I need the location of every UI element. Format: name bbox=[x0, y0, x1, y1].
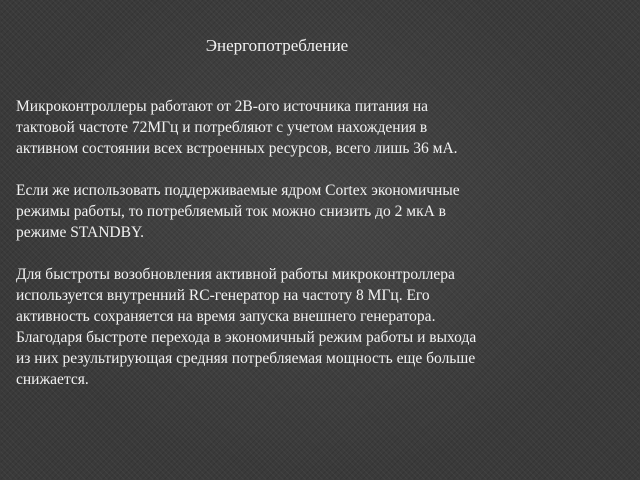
text-line: активность сохраняется на время запуска внешнего генератора. bbox=[16, 308, 436, 325]
text-line: Благодаря быстроте перехода в экономичный режим работы и выхода bbox=[16, 329, 477, 346]
text-line: тактовой частоте 72МГц и потребляют с учетом нахождения в bbox=[16, 119, 428, 136]
text-line: режимы работы, то потребляемый ток можно снизить до 2 мкА в bbox=[16, 203, 446, 220]
text-line: используется внутренний RC-генератор на частоту 8 МГц. Его bbox=[16, 287, 430, 304]
text-line: режиме STANDBY. bbox=[16, 224, 145, 241]
text-line: снижается. bbox=[16, 371, 89, 388]
text-line: из них результирующая средняя потребляемая мощность еще больше bbox=[16, 350, 476, 367]
text-line: Микроконтроллеры работают от 2В-ого источника питания на bbox=[16, 98, 428, 115]
text-line: Если же использовать поддерживаемые ядром Cortex экономичные bbox=[16, 182, 460, 199]
paragraph-rc-oscillator bbox=[16, 264, 561, 390]
slide-title-text: Энергопотребление bbox=[205, 36, 349, 55]
paragraph-low-power-modes bbox=[16, 180, 561, 243]
slide-title bbox=[0, 36, 640, 56]
text-line: Для быстроты возобновления активной работы микроконтроллера bbox=[16, 266, 455, 283]
paragraph-power-supply bbox=[16, 96, 561, 159]
slide-body bbox=[16, 96, 561, 411]
text-line: активном состоянии всех встроенных ресурсов, всего лишь 36 мА. bbox=[16, 140, 458, 157]
